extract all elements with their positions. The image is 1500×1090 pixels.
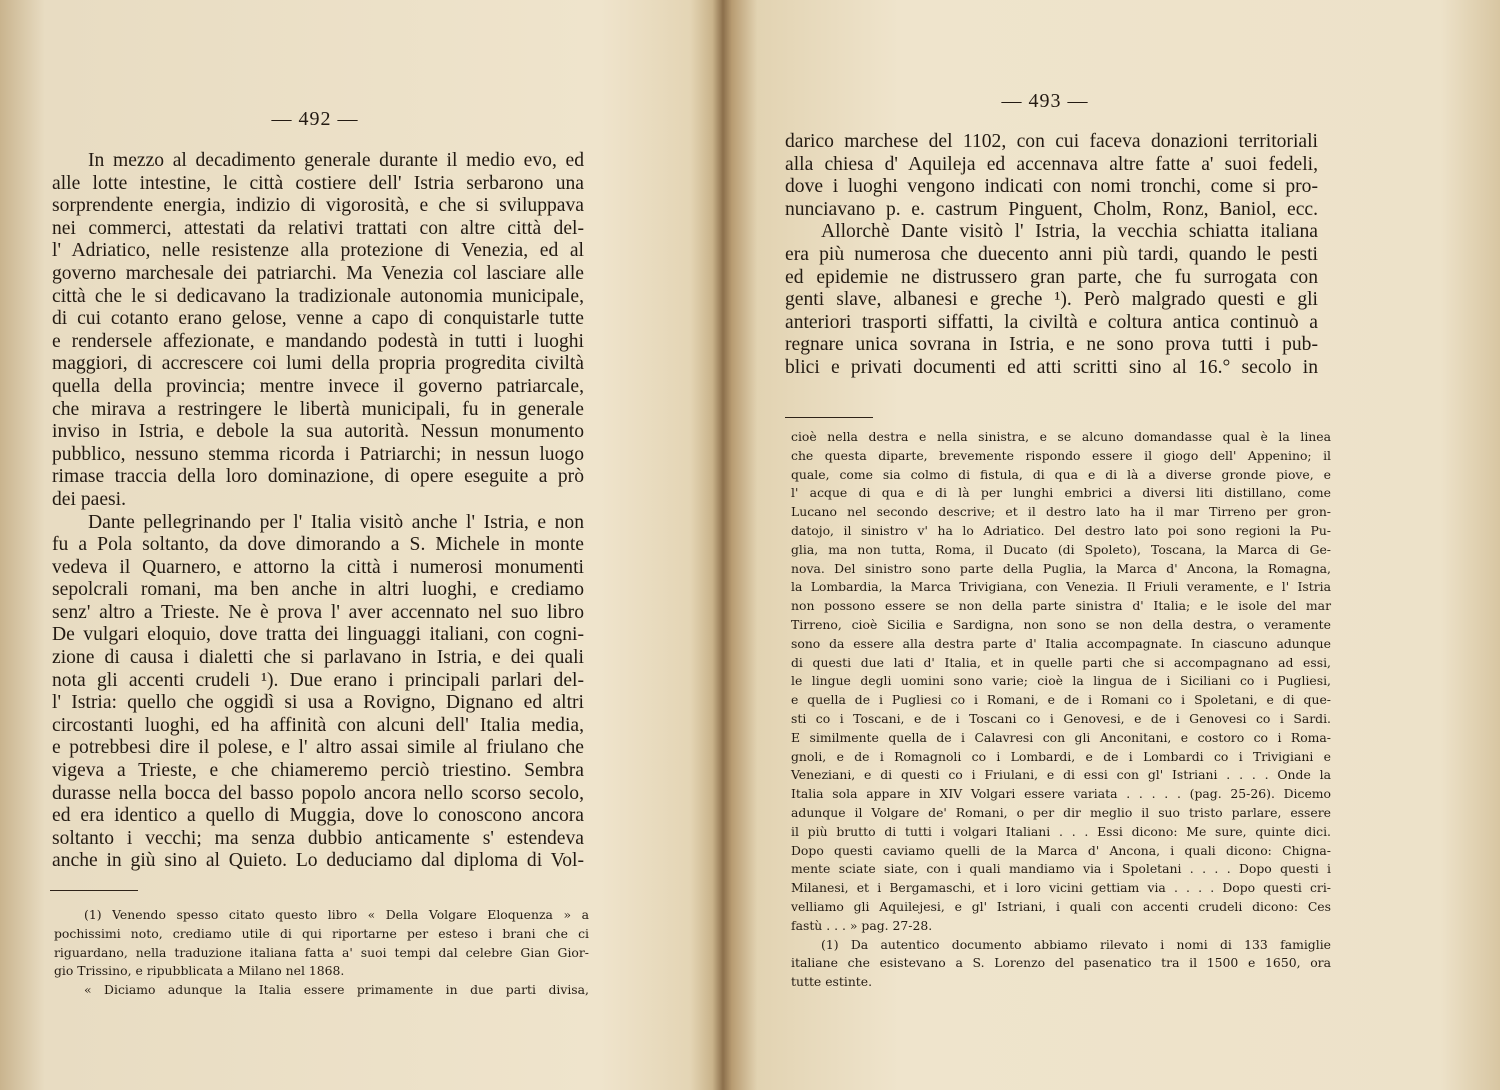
text-line: che mirava a restringere le libertà municipali, fu in generale	[52, 398, 584, 420]
text-line: nei commerci, attestati da relativi trattati con altre città del-	[52, 217, 584, 239]
text-line: sepolcrali romani, ma ben anche in altri luoghi, e crediamo	[52, 579, 584, 601]
footnote-line: le lingue degli uomini sono varie; cioè la lingua de i Siciliani co i Pugliesi,	[791, 673, 1331, 689]
right-page	[705, 0, 1500, 1090]
text-line: soltanto i vecchi; ma senza dubbio anticamente s' estendeva	[52, 827, 584, 849]
text-line: blici e privati documenti ed atti scritti sino al 16.° secolo in	[785, 356, 1318, 378]
footnote-rule	[785, 417, 873, 418]
text-line: durasse nella bocca del basso popolo ancora nello scorso secolo,	[52, 782, 584, 804]
footnote-line: datojo, il sinistro v' ha lo Adriatico. Del destro lato poi sono regioni la Pu-	[791, 522, 1331, 538]
footnote-line: la Lombardia, la Marca Trivigiana, con Venezia. Il Friuli veramente, e l' Istria	[791, 579, 1331, 595]
text-line: darico marchese del 1102, con cui faceva donazioni territoriali	[785, 131, 1318, 152]
text-line: alla chiesa d' Aquileja ed accennava altre fatte a' suoi fedeli,	[785, 153, 1318, 175]
text-line: e rendersele affezionate, e mandando podestà in tutti i luoghi	[52, 330, 584, 352]
footnote-line: che questa diparte, brevemente rispondo essere il giogo dell' Appenino; il	[791, 447, 1331, 463]
footnote-line: fastù . . . » pag. 27-28.	[791, 917, 933, 933]
footnote-line: il più brutto di tutti i volgari Italiani . . . Essi dicono: Me sure, quinte dici.	[791, 823, 1331, 839]
footnote-line: sono da essere alla destra parte d' Italia accompagnate. In ciascuno adunque	[791, 635, 1331, 651]
text-line: città che le si dedicavano la tradizionale autonomia municipale,	[52, 285, 584, 307]
footnote-line: Milanesi, et i Bergamaschi, et i loro vicini gettiam via . . . . Dopo questi cri-	[791, 880, 1331, 896]
text-line: regnare unica sovrana in Istria, e ne sono prova tutti i pub-	[785, 334, 1318, 356]
main-text	[52, 150, 584, 873]
text-line: vedeva il Quarnero, e attorno la città i numerosi monumenti	[52, 556, 584, 578]
text-line: nunciavano p. e. castrum Pinguent, Cholm, Ronz, Baniol, ecc.	[785, 198, 1318, 220]
footnote-line: cioè nella destra e nella sinistra, e se alcuno domandasse qual è la linea	[791, 429, 1331, 444]
footnote-line: Dopo questi caviamo quelli de la Marca d' Ancona, i quali dicono: Chigna-	[791, 842, 1331, 858]
footnote-line: pochissimi noto, crediamo utile di qui riportarne per esteso i brani che ci	[54, 925, 589, 941]
footnote-line: (1) Da autentico documento abbiamo rilevato i nomi di 133 famiglie	[821, 936, 1331, 952]
page-number: — 492 —	[271, 108, 359, 130]
footnote-line: (1) Venendo spesso citato questo libro « Della Volgare Eloquenza » a	[84, 907, 589, 922]
footnote-line: velliamo gli Aquilejesi, e gl' Istriani, i quali con accenti crudeli dicono: Ces	[791, 898, 1331, 914]
footnote-line: italiane che esistevano a S. Lorenzo del pasenatico tra il 1500 e 1650, ora	[791, 955, 1331, 971]
text-line: Allorchè Dante visitò l' Istria, la vecchia schiatta italiana	[821, 221, 1318, 243]
footnote-line: gio Trissino, e ripubblicata a Milano nel 1868.	[54, 963, 345, 979]
footnotes	[54, 906, 589, 1000]
footnote-line: Veneziani, e di questi co i Friulani, e di essi con gl' Istriani . . . . Onde la	[791, 767, 1331, 783]
footnote-line: riguardano, nella traduzione italiana fatta a' suoi tempi dal celebre Gian Gior-	[54, 944, 589, 960]
footnote-line: sti co i Toscani, e de i Toscani co i Genovesi, e de i Genovesi co i Sardi.	[791, 710, 1331, 726]
text-line: inviso in Istria, e debole la sua autorità. Nessun monumento	[52, 421, 584, 443]
text-line: ed era identico a quello di Muggia, dove lo conoscono ancora	[52, 805, 584, 827]
footnote-line: tutte estinte.	[791, 974, 873, 990]
text-line: dove i luoghi vengono indicati con nomi tronchi, come si pro-	[785, 176, 1318, 198]
footnote-line: l' acque di qua e di là per lunghi embrici a diversi liti distillano, come	[791, 485, 1331, 501]
footnote-line: Italia sola appare in XIV Volgari essere variata . . . . . (pag. 25-26). Dicemo	[791, 786, 1331, 802]
text-line: rimase traccia della loro dominazione, di opere eseguite a prò	[52, 466, 584, 488]
footnote-line: Lucano nel secondo descrive; et il destro lato ha il mar Tirreno per gron-	[791, 504, 1331, 520]
text-line: governo marchesale dei patriarchi. Ma Venezia col lasciare alle	[52, 262, 584, 284]
footnote-line: glia, ma non tutta, Roma, il Ducato (di Spoleto), Toscana, la Marca di Ge-	[791, 541, 1331, 557]
text-line: circostanti luoghi, ed ha affinità con alcuni dell' Italia media,	[52, 714, 584, 736]
text-line: pubblico, nessuno stemma ricorda i Patriarchi; in nessun luogo	[52, 443, 584, 465]
text-line: anche in giù sino al Quieto. Lo deduciamo dal diploma di Vol-	[52, 850, 584, 872]
text-line: In mezzo al decadimento generale durante il medio evo, ed	[88, 150, 584, 171]
footnote-rule	[50, 890, 138, 891]
text-line: genti slave, albanesi e greche ¹). Però malgrado questi e gli	[785, 289, 1318, 311]
footnotes	[791, 428, 1331, 992]
footnote-line: mente sciate siate, con i quali mandiamo via i Spoletani . . . . Dopo questi i	[791, 861, 1331, 877]
text-line: ed epidemie ne distrussero gran parte, che fu surrogata con	[785, 266, 1318, 288]
text-line: anteriori trasporti siffatti, la civiltà e coltura antica continuò a	[785, 311, 1318, 333]
footnote-line: quale, come sia colmo di fistula, di qua e di là a diverse gronde piove, e	[791, 466, 1331, 482]
text-line: sorprendente energia, indizio di vigorosità, e che si sviluppava	[52, 195, 584, 217]
text-line: quella della provincia; mentre invece il governo patriarcale,	[52, 375, 584, 397]
footnote-line: E similmente quella de i Calavresi con gli Anconitani, e costoro co i Roma-	[791, 729, 1331, 745]
text-line: senz' altro a Trieste. Ne è prova l' aver accennato nel suo libro	[52, 601, 584, 623]
text-line: era più numerosa che duecento anni più tardi, quando le pesti	[785, 243, 1318, 265]
text-line: De vulgari eloquio, dove tratta dei linguaggi italiani, con cogni-	[52, 624, 584, 646]
footnote-line: nova. Del sinistro sono parte della Puglia, la Marca d' Ancona, la Romagna,	[791, 560, 1331, 576]
text-line: fu a Pola soltanto, da dove dimorando a S. Michele in monte	[52, 534, 584, 556]
footnote-line: di questi due lati d' Italia, et in quelle parti che si accompagnano ad essi,	[791, 654, 1331, 670]
footnote-line: « Diciamo adunque la Italia essere primamente in due parti divisa,	[84, 982, 589, 998]
text-line: maggiori, di accrescere coi lumi della propria progredita civiltà	[52, 353, 584, 375]
footnote-line: Tirreno, cioè Sicilia e Sardigna, non sono se non della destra, o veramente	[791, 616, 1331, 632]
text-line: nota gli accenti crudeli ¹). Due erano i principali parlari del-	[52, 669, 584, 691]
text-line: zione di causa i dialetti che si parlavano in Istria, e dei quali	[52, 647, 584, 669]
text-line: dei paesi.	[52, 488, 126, 510]
text-line: alle lotte intestine, le città costiere dell' Istria serbarono una	[52, 172, 584, 194]
footnote-line: adunque il Volgare de' Romani, o per dir meglio il suo tristo parlare, essere	[791, 804, 1331, 820]
page-number: — 493 —	[1001, 90, 1089, 112]
text-line: e potrebbesi dire il polese, e l' altro assai simile al friulano che	[52, 737, 584, 759]
footnote-line: non possono essere se non della parte sinistra d' Italia; e le isole del mar	[791, 598, 1331, 614]
text-line: Dante pellegrinando per l' Italia visitò anche l' Istria, e non	[88, 511, 584, 533]
footnote-line: e quella de i Pugliesi co i Romani, e de i Romani co i Spoletani, e di que-	[791, 692, 1331, 708]
text-line: di cui cotanto erano gelose, venne a capo di conquistarle tutte	[52, 308, 584, 330]
footnote-line: gnoli, e de i Romagnoli co i Lombardi, e de i Lombardi co i Trivigiani e	[791, 748, 1331, 764]
left-page	[0, 0, 700, 1090]
main-text	[785, 131, 1318, 380]
text-line: l' Adriatico, nelle resistenze alla protezione di Venezia, ed al	[52, 240, 584, 262]
text-line: l' Istria: quello che oggidì si usa a Rovigno, Dignano ed altri	[52, 692, 584, 714]
text-line: vigeva a Trieste, e che chiameremo perciò triestino. Sembra	[52, 760, 584, 782]
